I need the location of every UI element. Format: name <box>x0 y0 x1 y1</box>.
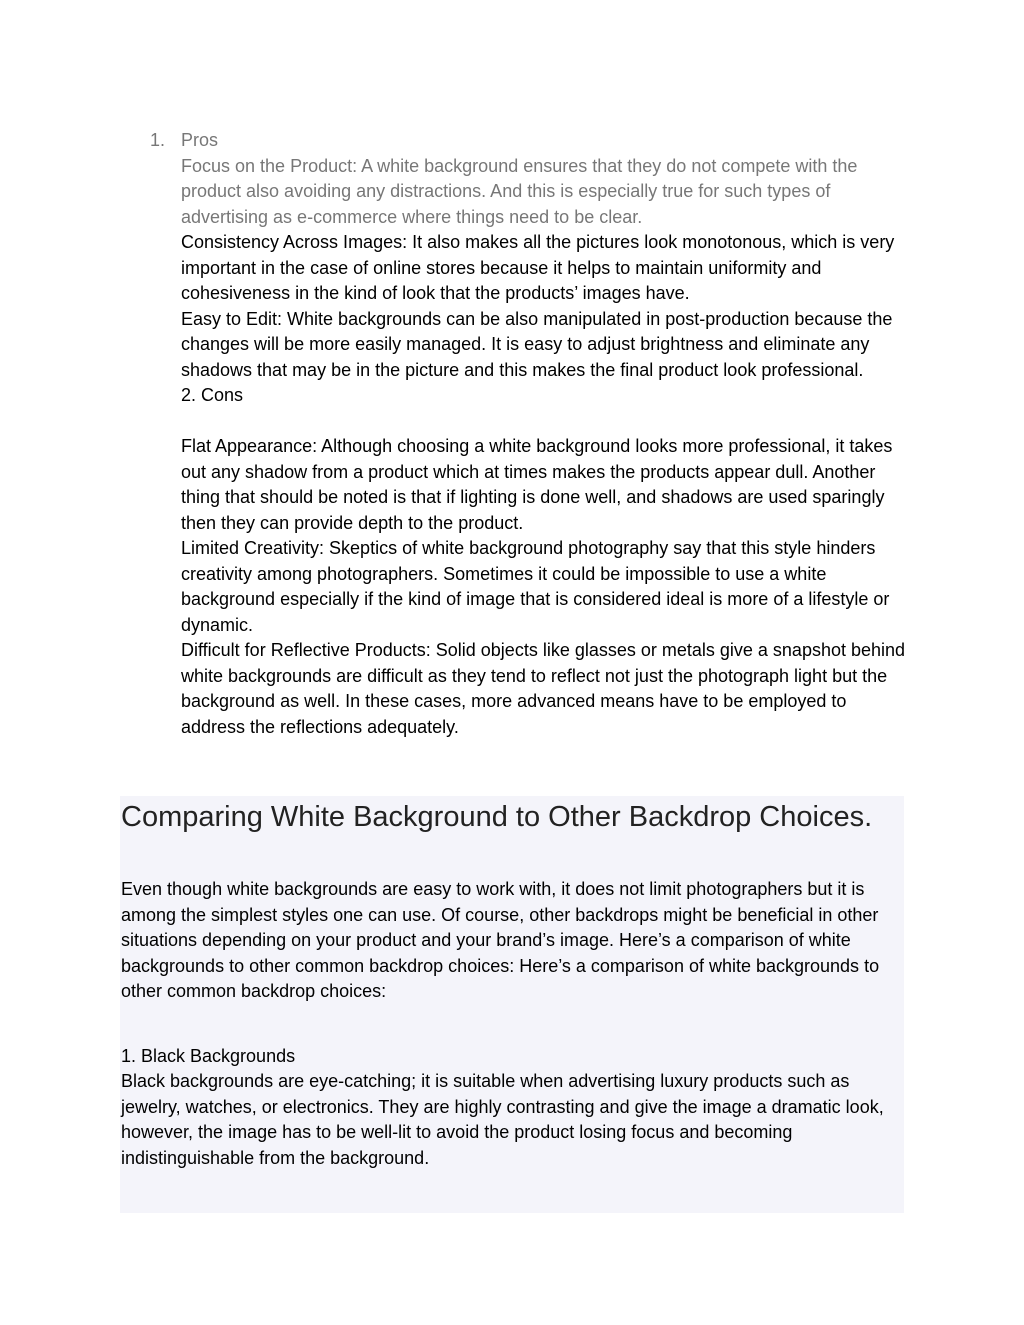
pros-cons-list <box>150 128 910 740</box>
comparison-section <box>120 796 904 1213</box>
pros-focus-paragraph: Focus on the Product: A white background ensures that they do not compete with the product also avoiding any distractions. And this is especially true for such types of advertising as e-commerce where things need to be clear. <box>181 155 858 227</box>
pros-title: Pros <box>181 130 219 150</box>
list-body <box>181 128 909 740</box>
spacer <box>181 409 909 435</box>
section-heading: Comparing White Background to Other Backdrop Choices. <box>121 801 873 833</box>
cons-title: 2. Cons <box>181 385 244 405</box>
pros-edit-paragraph: Easy to Edit: White backgrounds can be also manipulated in post-production because the changes will be more easily managed. It is easy to adjust brightness and eliminate any shadows that may be in the picture and this makes the final product look professional. <box>181 308 893 380</box>
list-number: 1. <box>150 130 166 150</box>
section-intro-paragraph: Even though white backgrounds are easy to work with, it does not limit photographers but it is among the simplest styles one can use. Of course, other backdrops might be beneficial in other situations depending on your product and your brand’s image. Here’s a comparison of white backgrounds to other common backdrop choices: Here’s a comparison of white backgrounds to other common backdrop choices: <box>121 879 880 1001</box>
cons-creativity-paragraph: Limited Creativity: Skeptics of white background photography say that this style hinders creativity among photographers. Sometimes it could be impossible to use a white background especially if the kind of image that is considered ideal is more of a lifestyle or dynamic. <box>181 538 890 635</box>
black-backgrounds-paragraph: Black backgrounds are eye-catching; it is suitable when advertising luxury products such as jewelry, watches, or electronics. They are highly contrasting and give the image a dramatic look, however, the image has to be well-lit to avoid the product losing focus and becoming indistinguishable from the background. <box>121 1071 884 1168</box>
black-backgrounds-title: 1. Black Backgrounds <box>121 1046 296 1066</box>
cons-flat-paragraph: Flat Appearance: Although choosing a white background looks more professional, it takes out any shadow from a product which at times makes the products appear dull. Another thing that should be noted is that if lighting is done well, and shadows are used sparingly then they can provide depth to the product. <box>181 436 893 533</box>
pros-consistency-paragraph: Consistency Across Images: It also makes all the pictures look monotonous, which is very important in the case of online stores because it helps to maintain uniformity and cohesiveness in the kind of look that the products’ images have. <box>181 232 895 303</box>
cons-reflective-paragraph: Difficult for Reflective Products: Solid objects like glasses or metals give a snapshot behind white backgrounds are difficult as they tend to reflect not just the photograph light but the background as well. In these cases, more advanced means have to be employed to address the reflections adequately. <box>181 640 906 737</box>
